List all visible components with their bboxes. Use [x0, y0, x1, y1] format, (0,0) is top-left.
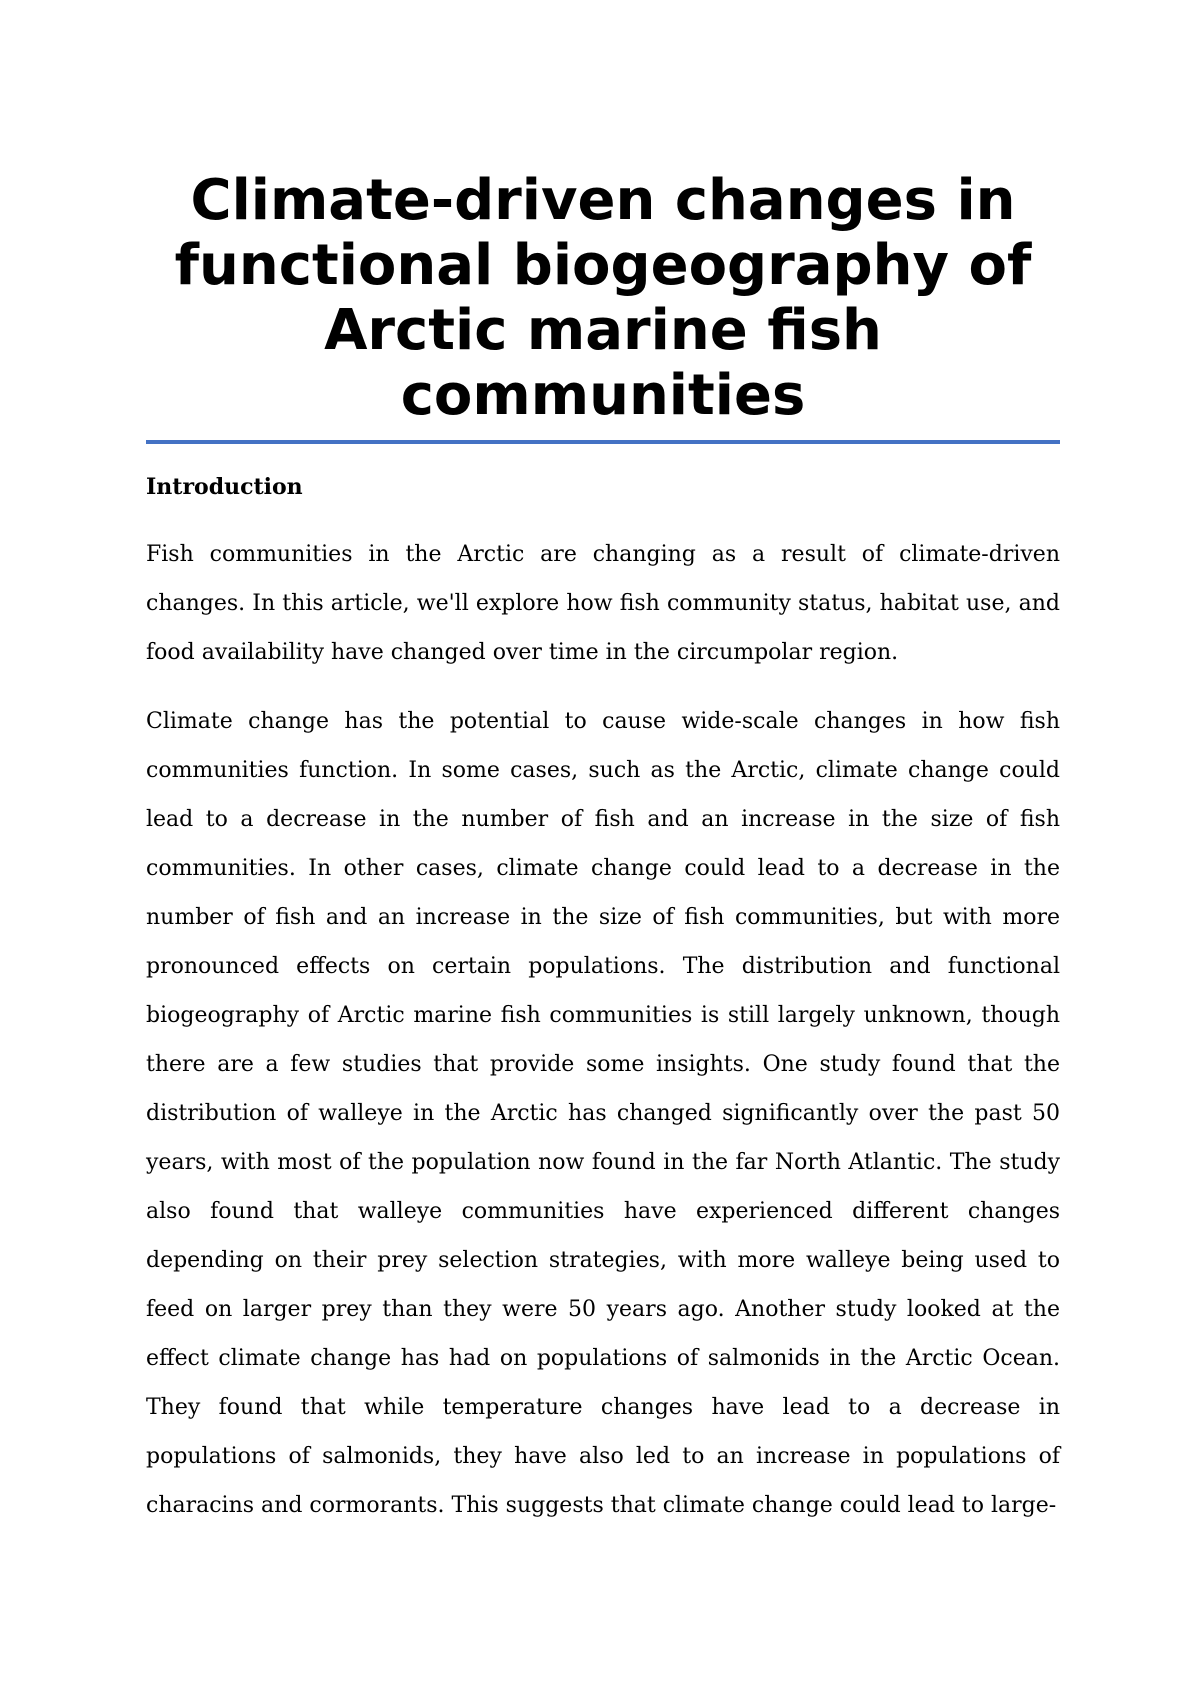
paragraph: Fish communities in the Arctic are changing as a result of climate-driven changes. In this article, we'll explore how fish community status, habitat use, and food availability have changed over time in the circumpolar region. — [146, 542, 1060, 665]
page-content — [146, 168, 1060, 1530]
paragraph: Climate change has the potential to cause wide-scale changes in how fish communities function. In some cases, such as the Arctic, climate change could lead to a decrease in the number of fish and an increase in the size of fish communities. In other cases, climate change could lead to a decrease in the number of fish and an increase in the size of fish communities, but with more pronounced effects on certain populations. The distribution and functional biogeography of Arctic marine fish communities is still largely unknown, though there are a few studies that provide some insights. One study found that the distribution of walleye in the Arctic has changed significantly over the past 50 years, with most of the population now found in the far North Atlantic. The study also found that walleye communities have experienced different changes depending on their prey selection strategies, with more walleye being used to feed on larger prey than they were 50 years ago. Another study looked at the effect climate change has had on populations of salmonids in the Arctic Ocean. They found that while temperature changes have lead to a decrease in populations of salmonids, they have also led to an increase in populations of characins and cormorants. This suggests that climate change could lead to large- — [146, 709, 1060, 1518]
section-heading-introduction: Introduction — [146, 474, 303, 500]
document-title: Climate-driven changes in functional biogeography of Arctic marine fish communities — [174, 168, 1032, 428]
title-underline-rule — [146, 440, 1060, 444]
